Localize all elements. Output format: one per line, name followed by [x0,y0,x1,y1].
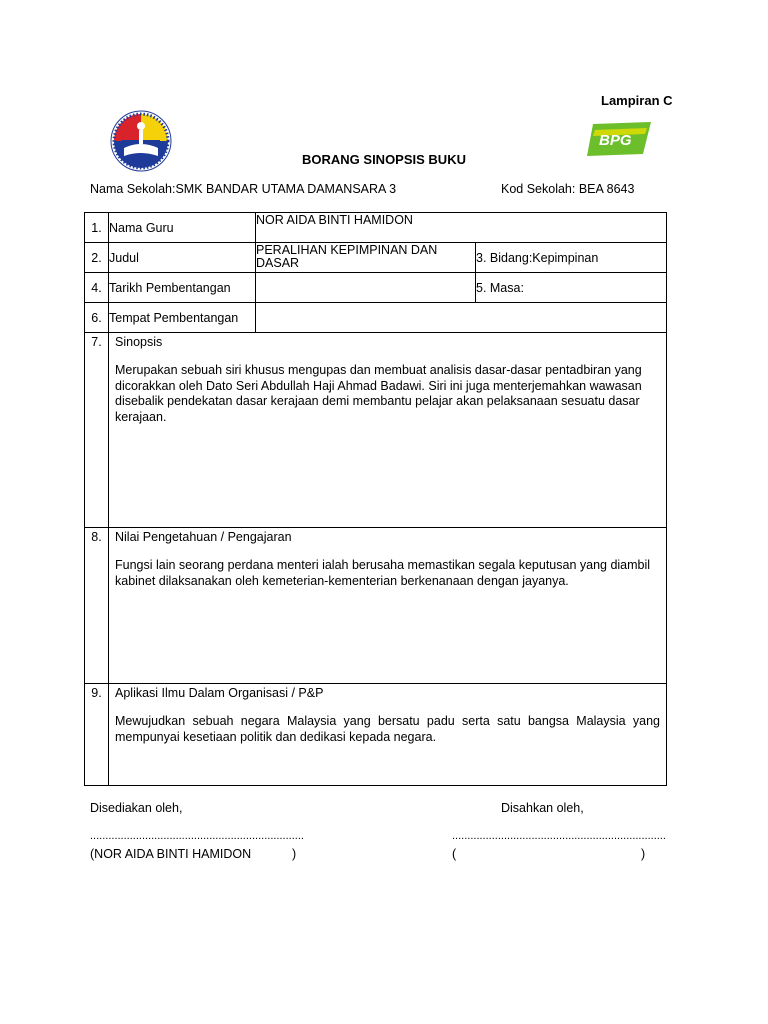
approved-signature-line[interactable]: ...................................................................... [452,830,666,842]
field-label: Nama Guru [109,213,256,243]
row-number: 9. [85,684,109,786]
section-heading: Nilai Pengetahuan / Pengajaran [115,530,292,544]
school-code: Kod Sekolah: BEA 8643 [501,182,635,196]
row-teacher-name [85,213,667,243]
open-paren: ( [452,847,457,861]
row-application [85,684,667,786]
prepared-name: (NOR AIDA BINTI HAMIDON [90,847,252,861]
teacher-name-value[interactable]: NOR AIDA BINTI HAMIDON [256,213,667,243]
row-presentation-date [85,273,667,303]
field-label: Judul [109,243,256,273]
field-label: Tempat Pembentangan [109,303,256,333]
knowledge-section[interactable] [109,528,667,684]
close-paren: ) [292,847,297,861]
section-heading: Sinopsis [115,335,163,349]
row-number: 7. [85,333,109,528]
synopsis-form-table [84,212,667,786]
prepared-by-label: Disediakan oleh, [90,801,183,815]
presentation-date-value[interactable] [256,273,476,303]
approved-by-label: Disahkan oleh, [501,801,584,815]
row-title [85,243,667,273]
row-presentation-place [85,303,667,333]
row-knowledge-value [85,528,667,684]
row-number: 6. [85,303,109,333]
synopsis-text: Merupakan sebuah siri khusus mengupas dan membuat analisis dasar-dasar pentadbiran yang dicorakkan oleh Dato Seri Abdullah Haji Ahmad Badawi. Siri ini juga menterjemahkan wawasan disebalik pendekatan dasar kerajaan demi membantu pelajar akan pelaksanaan sesuatu dasar kerajaan. [115,363,642,424]
prepared-signature-line[interactable]: ...................................................................... [90,830,304,842]
close-paren: ) [641,847,646,861]
application-section[interactable] [109,684,667,786]
knowledge-text: Fungsi lain seorang perdana menteri ialah berusaha memastikan segala keputusan yang diambil kabinet dilaksanakan oleh kemeterian-kementerian berkenanaan dengan jayanya. [115,558,651,588]
field-time[interactable]: 5. Masa: [476,273,667,303]
row-number: 4. [85,273,109,303]
row-number: 8. [85,528,109,684]
bpg-logo-text: BPG [599,132,632,149]
synopsis-section[interactable] [109,333,667,528]
school-name: Nama Sekolah:SMK BANDAR UTAMA DAMANSARA 3 [90,182,397,196]
application-text: Mewujudkan sebuah negara Malaysia yang bersatu padu serta satu bangsa Malaysia yang mempunyai kesetiaan politik dan dedikasi kepada negara. [115,714,660,744]
section-heading: Aplikasi Ilmu Dalam Organisasi / P&P [115,686,324,700]
row-number: 2. [85,243,109,273]
book-title-value[interactable]: PERALIHAN KEPIMPINAN DAN DASAR [256,243,476,273]
field-bidang[interactable]: 3. Bidang:Kepimpinan [476,243,667,273]
row-synopsis [85,333,667,528]
page-title: BORANG SINOPSIS BUKU [302,152,466,167]
row-number: 1. [85,213,109,243]
field-label: Tarikh Pembentangan [109,273,256,303]
presentation-place-value[interactable] [256,303,667,333]
lampiran-label: Lampiran C [601,93,673,108]
